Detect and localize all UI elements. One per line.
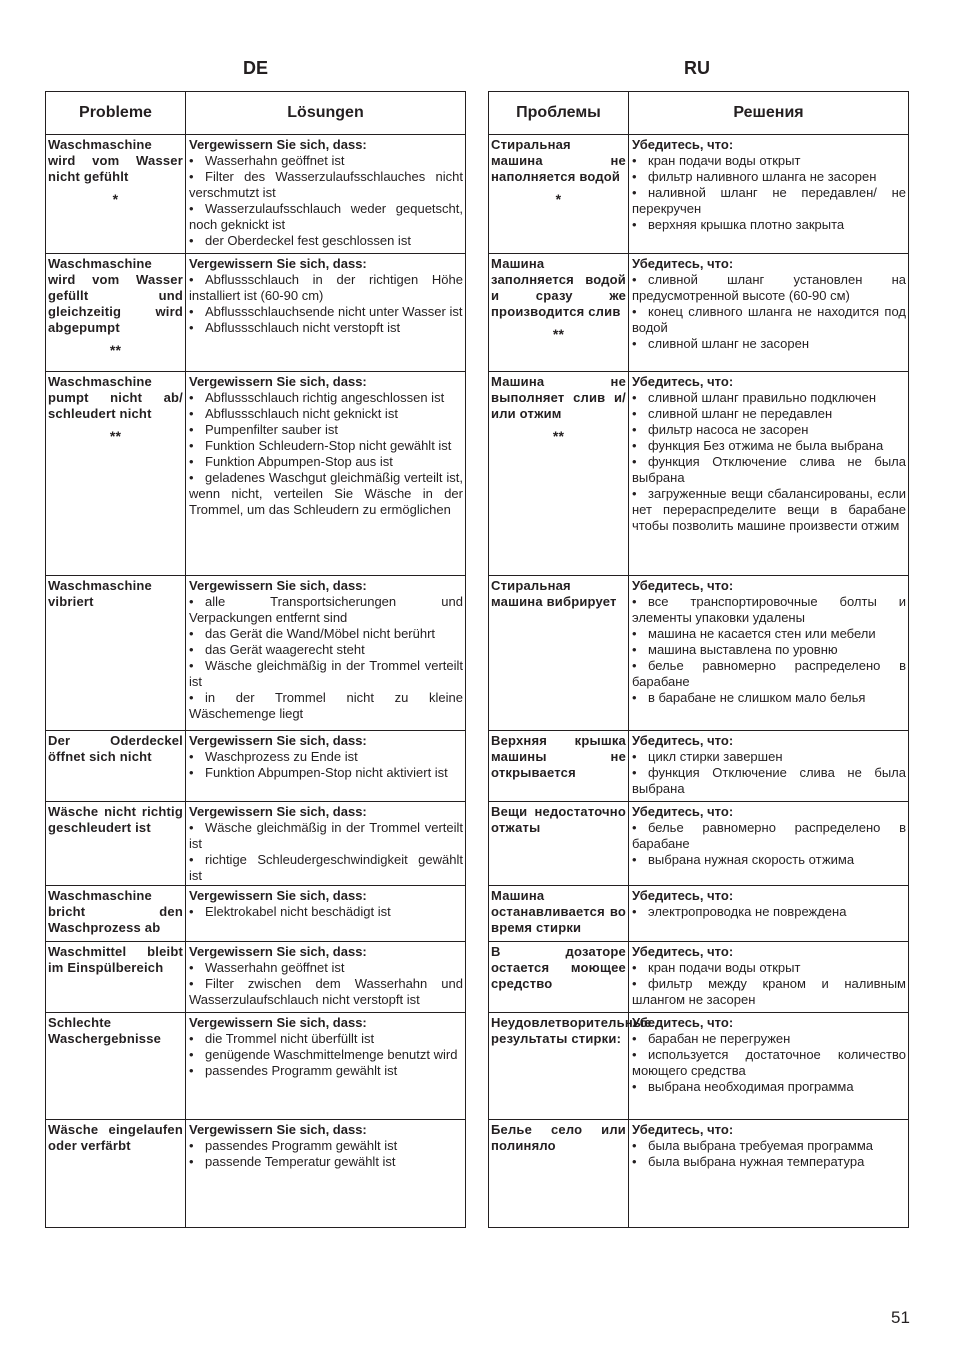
solution-item (189, 169, 463, 201)
problem-text: Waschmaschine wird vom Wasser nicht gefühlt (48, 137, 183, 184)
solution-item-text: passendes Programm gewählt ist (205, 1063, 398, 1078)
solution-item-text: passendes Programm gewählt ist (205, 1138, 398, 1153)
table-row (489, 576, 909, 731)
problem-cell (489, 254, 629, 372)
table-row (46, 372, 466, 576)
solution-item-text: используется достаточное количество моющего средства (632, 1047, 906, 1078)
problem-text: Машина заполняется водой и сразу же производится слив (491, 256, 626, 319)
solution-item-text: электропроводка не повреждена (648, 904, 847, 919)
solution-item (632, 1047, 906, 1079)
solution-item-text: geladenes Waschgut gleichmäßig verteilt ist, wenn nicht, verteilen Sie Wäsche in der Trommel, um das Schleudern zu ermöglichen (189, 470, 463, 517)
table-row (489, 1013, 909, 1120)
solution-item (189, 976, 463, 1008)
solution-intro: Vergewissern Sie sich, dass: (189, 804, 367, 819)
solution-list (189, 272, 463, 336)
footnote-marker: ** (552, 326, 565, 342)
solution-item-text: Filter zwischen dem Wasserhahn und Wasserzulaufschlauch nicht verstopft ist (189, 976, 463, 1007)
solution-item-text: фильтр между краном и наливным шлангом не засорен (632, 976, 906, 1007)
problem-cell (489, 576, 629, 731)
solution-item (189, 690, 463, 722)
solution-list (189, 749, 463, 781)
solution-item-text: машина не касается стен или мебели (648, 626, 876, 641)
footnote-marker: ** (109, 428, 122, 444)
solution-cell (186, 942, 466, 1013)
problem-cell (46, 886, 186, 942)
solution-cell (186, 135, 466, 254)
solution-intro: Vergewissern Sie sich, dass: (189, 256, 367, 271)
solution-item (632, 626, 906, 642)
solution-cell (186, 576, 466, 731)
solution-item-text: Funktion Abpumpen-Stop nicht aktiviert ist (205, 765, 448, 780)
solution-list (632, 153, 906, 233)
solution-item (632, 153, 906, 169)
solution-item (632, 422, 906, 438)
solution-item-text: сливной шланг не засорен (648, 336, 810, 351)
solution-intro: Vergewissern Sie sich, dass: (189, 374, 367, 389)
problem-text: Wäsche nicht richtig geschleudert ist (48, 804, 183, 835)
solution-list (632, 272, 906, 352)
solution-list (189, 960, 463, 1008)
solution-item-text: выбрана нужная скорость отжима (648, 852, 855, 867)
solution-item-text: Wäsche gleichmäßig in der Trommel verteilt ist (189, 658, 463, 689)
solution-item-text: genügende Waschmittelmenge benutzt wird (205, 1047, 458, 1062)
table-row (46, 135, 466, 254)
solution-cell (629, 576, 909, 731)
solution-item-text: фильтр насоса не засорен (648, 422, 809, 437)
problem-text: Вещи недостаточно отжаты (491, 804, 626, 835)
problem-text: Waschmaschine pumpt nicht ab/ schleudert nicht (48, 374, 183, 421)
solution-item (632, 690, 906, 706)
solution-item (189, 201, 463, 233)
solution-intro: Vergewissern Sie sich, dass: (189, 888, 367, 903)
solution-item-text: была выбрана нужная температура (648, 1154, 865, 1169)
solution-list (189, 820, 463, 884)
solution-intro: Убедитесь, что: (632, 256, 734, 271)
solution-item (189, 594, 463, 626)
solution-intro: Убедитесь, что: (632, 374, 734, 389)
solution-item (632, 304, 906, 336)
solution-item (632, 852, 906, 868)
solution-item (632, 976, 906, 1008)
solution-item-text: alle Transportsicherungen und Verpackungen entfernt sind (189, 594, 463, 625)
solution-item-text: Wasserhahn geöffnet ist (205, 153, 345, 168)
solution-item-text: Abflussschlauchsende nicht unter Wasser ist (205, 304, 463, 319)
solution-item-text: der Oberdeckel fest geschlossen ist (205, 233, 411, 248)
troubleshooting-table-de (45, 91, 466, 1228)
problem-cell (489, 1013, 652, 1120)
table-row (46, 886, 466, 942)
solution-list (632, 820, 906, 868)
solution-item-text: in der Trommel nicht zu kleine Wäschemenge liegt (189, 690, 463, 721)
solution-item (632, 486, 906, 534)
solution-item (632, 904, 906, 920)
problem-text: Машина не выполняет слив и/ или отжим (491, 374, 626, 421)
solution-item (632, 272, 906, 304)
solution-cell (629, 1120, 909, 1228)
table-row (46, 1013, 466, 1120)
solution-list (189, 1138, 463, 1170)
solution-item (189, 1031, 463, 1047)
table-row (46, 802, 466, 886)
solution-intro: Убедитесь, что: (632, 804, 734, 819)
solution-item (632, 749, 906, 765)
solution-item (632, 336, 906, 352)
solution-intro: Убедитесь, что: (632, 137, 734, 152)
solution-item (189, 272, 463, 304)
column-header-solutions: Решения (629, 92, 909, 135)
solution-item-text: Wäsche gleichmäßig in der Trommel verteilt ist (189, 820, 463, 851)
solution-item-text: сливной шланг правильно подключен (648, 390, 876, 405)
problem-text: Стиральная машина вибрирует (491, 578, 617, 609)
solution-cell (629, 802, 909, 886)
solution-item (632, 185, 906, 217)
solution-item-text: Abflussschlauch nicht geknickt ist (205, 406, 398, 421)
solution-item (189, 960, 463, 976)
problem-cell (489, 886, 629, 942)
problem-text: Waschmaschine bricht den Waschprozess ab (48, 888, 183, 935)
solution-intro: Vergewissern Sie sich, dass: (189, 578, 367, 593)
footnote-marker: ** (552, 428, 565, 444)
solution-item-text: Funktion Abpumpen-Stop aus ist (205, 454, 393, 469)
table-row (46, 1120, 466, 1228)
problem-cell (46, 731, 186, 802)
solution-item-text: верхняя крышка плотно закрыта (648, 217, 845, 232)
solution-item (632, 406, 906, 422)
solution-item (189, 438, 463, 454)
solution-item-text: загруженные вещи сбалансированы, если нет перераспределите вещи в барабане чтобы позволить машине произвести отжим (632, 486, 906, 533)
solution-item (632, 438, 906, 454)
solution-item (189, 406, 463, 422)
solution-item (632, 1138, 906, 1154)
problem-text: Waschmaschine vibriert (48, 578, 152, 609)
solution-item-text: белье равномерно распределено в барабане (632, 658, 906, 689)
problem-cell (489, 135, 629, 254)
lang-heading-ru: RU (684, 58, 710, 78)
solution-item (632, 1079, 906, 1095)
solution-item (189, 1138, 463, 1154)
problem-cell (46, 802, 186, 886)
solution-item-text: фильтр наливного шланга не засорен (648, 169, 877, 184)
solution-item (189, 153, 463, 169)
solution-item-text: белье равномерно распределено в барабане (632, 820, 906, 851)
solution-list (189, 390, 463, 518)
problem-text: Schlechte Waschergebnisse (48, 1015, 162, 1046)
solution-intro: Убедитесь, что: (632, 733, 734, 748)
lang-heading-de: DE (243, 58, 269, 78)
solution-item (632, 642, 906, 658)
solution-item-text: сливной шланг установлен на предусмотренной высоте (60-90 см) (632, 272, 906, 303)
solution-item (189, 820, 463, 852)
troubleshooting-table-ru (488, 91, 909, 1228)
problem-text: Der Oderdeckel öffnet sich nicht (48, 733, 183, 764)
solution-list (632, 904, 906, 920)
solution-cell (186, 254, 466, 372)
solution-item (189, 320, 463, 336)
problem-text: Waschmittel bleibt im Einspülbereich (48, 944, 183, 975)
solution-item-text: Abflussschlauch richtig angeschlossen ist (205, 390, 445, 405)
problem-text: Стиральная машина не наполняется водой (491, 137, 626, 184)
table-row (489, 942, 909, 1013)
solution-intro: Убедитесь, что: (632, 578, 734, 593)
solution-item (189, 422, 463, 438)
solution-intro: Убедитесь, что: (632, 1015, 734, 1030)
solution-intro: Убедитесь, что: (632, 944, 734, 959)
solution-cell (186, 372, 466, 576)
solution-intro: Убедитесь, что: (632, 888, 734, 903)
table-row (489, 135, 909, 254)
solution-item (189, 658, 463, 690)
solution-item-text: Funktion Schleudern-Stop nicht gewählt ist (205, 438, 452, 453)
solution-item-text: наливной шланг не передавлен/ не перекручен (632, 185, 906, 216)
solution-item-text: машина выставлена по уровню (648, 642, 838, 657)
table-row (489, 254, 909, 372)
solution-list (189, 1031, 463, 1079)
solution-cell (629, 254, 909, 372)
solution-item (189, 1063, 463, 1079)
solution-intro: Vergewissern Sie sich, dass: (189, 944, 367, 959)
problem-text: Белье село или полиняло (491, 1122, 626, 1153)
problem-cell (46, 372, 186, 576)
solution-item-text: функция Без отжима не была выбрана (648, 438, 884, 453)
solution-item (632, 960, 906, 976)
solution-item (189, 1047, 463, 1063)
table-row (46, 942, 466, 1013)
solution-item-text: Abflussschlauch nicht verstopft ist (205, 320, 401, 335)
table-row (489, 802, 909, 886)
solution-list (632, 390, 906, 534)
solution-list (189, 904, 463, 920)
problem-cell (46, 942, 186, 1013)
solution-cell (629, 372, 909, 576)
solution-item-text: Elektrokabel nicht beschädigt ist (205, 904, 391, 919)
solution-item-text: Wasserhahn geöffnet ist (205, 960, 345, 975)
table-row (489, 1120, 909, 1228)
problem-text: Wäsche eingelaufen oder verfärbt (48, 1122, 183, 1153)
solution-item (189, 390, 463, 406)
solution-item (189, 1154, 463, 1170)
solution-list (632, 1031, 906, 1095)
solution-list (632, 1138, 906, 1170)
problem-cell (489, 1120, 629, 1228)
problem-cell (46, 576, 186, 731)
solution-intro: Vergewissern Sie sich, dass: (189, 1015, 367, 1030)
problem-cell (489, 942, 629, 1013)
solution-item-text: функция Отключение слива не была выбрана (632, 765, 906, 796)
footnote-marker: * (555, 191, 562, 207)
solution-item-text: конец сливного шланга не находится под водой (632, 304, 906, 335)
problem-cell (489, 372, 629, 576)
solution-list (632, 749, 906, 797)
solution-item-text: в барабане не слишком мало белья (648, 690, 866, 705)
solution-item (632, 594, 906, 626)
solution-item (189, 233, 463, 249)
footnote-marker: * (112, 191, 119, 207)
solution-item-text: была выбрана требуемая программа (648, 1138, 874, 1153)
problem-cell (46, 135, 186, 254)
solution-item (632, 454, 906, 486)
column-header-problems: Probleme (46, 92, 186, 135)
solution-item-text: Pumpenfilter sauber ist (205, 422, 338, 437)
solution-item (632, 1154, 906, 1170)
solution-item (632, 217, 906, 233)
solution-item-text: passende Temperatur gewählt ist (205, 1154, 396, 1169)
solution-item (189, 642, 463, 658)
table-row (489, 372, 909, 576)
solution-item (189, 904, 463, 920)
table-row (489, 886, 909, 942)
problem-cell (489, 731, 629, 802)
solution-item (632, 820, 906, 852)
solution-item (189, 765, 463, 781)
solution-list (632, 594, 906, 706)
problem-text: Waschmaschine wird vom Wasser gefüllt und gleichzeitig wird abgepumpt (48, 256, 183, 335)
table-row (489, 731, 909, 802)
problem-text: В дозаторе остается моющее средство (491, 944, 626, 991)
solution-cell (186, 731, 466, 802)
page-number: 51 (891, 1308, 910, 1327)
solution-item-text: Wasserzulaufsschlauch weder gequetscht, noch geknickt ist (189, 201, 463, 232)
problem-cell (46, 254, 186, 372)
column-header-problems: Проблемы (489, 92, 629, 135)
problem-cell (46, 1120, 186, 1228)
table-row (46, 254, 466, 372)
problem-text: Машина останавливается во время стирки (491, 888, 626, 935)
solution-item-text: функция Отключение слива не была выбрана (632, 454, 906, 485)
solution-item-text: кран подачи воды открыт (648, 960, 801, 975)
solution-item-text: барабан не перегружен (648, 1031, 791, 1046)
table-row (46, 576, 466, 731)
solution-item-text: Abflussschlauch in der richtigen Höhe installiert ist (60-90 cm) (189, 272, 463, 303)
solution-item (189, 626, 463, 642)
solution-list (189, 594, 463, 722)
solution-cell (186, 802, 466, 886)
solution-item (189, 304, 463, 320)
problem-cell (46, 1013, 186, 1120)
solution-cell (186, 1120, 466, 1228)
solution-item (632, 390, 906, 406)
solution-item-text: сливной шланг не передавлен (648, 406, 833, 421)
solution-item-text: die Trommel nicht überfüllt ist (205, 1031, 375, 1046)
solution-intro: Убедитесь, что: (632, 1122, 734, 1137)
solution-item (632, 765, 906, 797)
solution-item-text: все транспортировочные болты и элементы упаковки удалены (632, 594, 906, 625)
column-header-solutions: Lösungen (186, 92, 466, 135)
table-row (46, 731, 466, 802)
solution-item-text: Waschprozess zu Ende ist (205, 749, 358, 764)
solution-item-text: цикл стирки завершен (648, 749, 783, 764)
solution-item (189, 454, 463, 470)
solution-item-text: das Gerät die Wand/Möbel nicht berührt (205, 626, 436, 641)
problem-text: Верхняя крышка машины не открывается (491, 733, 626, 780)
solution-item-text: das Gerät waagerecht steht (205, 642, 365, 657)
solution-item-text: Filter des Wasserzulaufsschlauches nicht verschmutzt ist (189, 169, 463, 200)
solution-item (632, 169, 906, 185)
solution-cell (629, 886, 909, 942)
solution-item (189, 852, 463, 884)
problem-cell (489, 802, 629, 886)
problem-text: Неудовлетворительные результаты стирки: (491, 1015, 652, 1046)
solution-cell (629, 942, 909, 1013)
solution-intro: Vergewissern Sie sich, dass: (189, 733, 367, 748)
solution-intro: Vergewissern Sie sich, dass: (189, 137, 367, 152)
solution-item (189, 470, 463, 518)
solution-item-text: richtige Schleudergeschwindigkeit gewählt ist (189, 852, 463, 883)
footnote-marker: ** (109, 342, 122, 358)
solution-cell (629, 731, 909, 802)
solution-intro: Vergewissern Sie sich, dass: (189, 1122, 367, 1137)
solution-cell (186, 886, 466, 942)
solution-item-text: кран подачи воды открыт (648, 153, 801, 168)
solution-cell (629, 1013, 909, 1120)
solution-cell (186, 1013, 466, 1120)
solution-list (189, 153, 463, 249)
solution-item (189, 749, 463, 765)
solution-cell (629, 135, 909, 254)
solution-list (632, 960, 906, 1008)
solution-item (632, 658, 906, 690)
solution-item-text: выбрана необходимая программа (648, 1079, 854, 1094)
solution-item (632, 1031, 906, 1047)
